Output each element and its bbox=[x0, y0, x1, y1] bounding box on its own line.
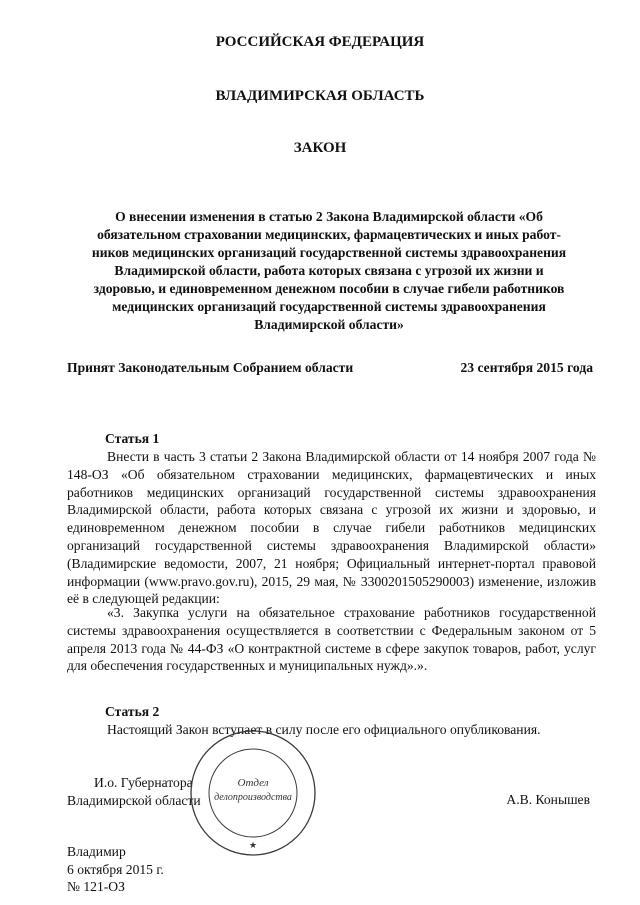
stamp-text-line-2: делопроизводства bbox=[214, 792, 292, 803]
article-1-heading: Статья 1 bbox=[105, 431, 160, 446]
adoption-label: Принят Законодательным Собранием области bbox=[67, 360, 354, 375]
document-type-heading: ЗАКОН bbox=[293, 140, 347, 156]
law-title bbox=[60, 208, 598, 334]
position-line-2: Владимирской области bbox=[67, 793, 201, 808]
article-2-heading: Статья 2 bbox=[105, 704, 160, 719]
title-line: обязательном страховании медицинских, фармацевтических и иных работ- bbox=[97, 227, 561, 242]
signatory-name: А.В. Конышев bbox=[506, 792, 590, 807]
article-1-quote bbox=[67, 604, 596, 675]
article-1-paragraph: Внести в часть 3 статьи 2 Закона Владимирской области от 14 ноября 2007 года № 148-ОЗ «Об обязательном страховании медицинских, фармацевтических и иных работников медицинских организаций государственной системы здравоохранения Владимирской области, работа которых связана с угрозой их жизни и здоровью, и единовременном денежном пособии в случае гибели работников медицинских организаций государственной системы здравоохранения Владимирской области» (Владимирские ведомости, 2007, 21 ноября; Официальный интернет-портал правовой информации (www.pravo.gov.ru), 2015, 29 мая, № 3300201505290003) изменение, изложив её в следующей редакции: bbox=[67, 449, 596, 607]
adoption-date: 23 сентября 2015 года bbox=[460, 360, 593, 375]
footer-city: Владимир bbox=[67, 844, 126, 859]
signatory-position bbox=[67, 774, 201, 810]
title-line: Владимирской области» bbox=[254, 317, 404, 332]
article-1-quote-paragraph: «3. Закупка услуги на обязательное страхование работников государственной системы здравоохранения осуществляется в соответствии с Федеральным законом от 5 апреля 2013 года № 44-ФЗ «О контрактной системе в сфере закупок товаров, работ, услуг для обеспечения государственных и муниципальных нужд».». bbox=[67, 605, 596, 674]
title-line: здоровью, и единовременном денежном пособии в случае гибели работников bbox=[93, 281, 565, 296]
country-heading: РОССИЙСКАЯ ФЕДЕРАЦИЯ bbox=[215, 34, 425, 50]
article-2-paragraph: Настоящий Закон вступает в силу после его официального опубликования. bbox=[107, 722, 541, 737]
article-1-text bbox=[67, 448, 596, 608]
stamp-text-line-1: Отдел bbox=[237, 777, 269, 789]
region-heading: ВЛАДИМИРСКАЯ ОБЛАСТЬ bbox=[215, 88, 425, 104]
footer-number: № 121-ОЗ bbox=[67, 879, 125, 894]
title-line: Владимирской области, работа которых связана с угрозой их жизни и bbox=[114, 263, 544, 278]
title-line: медицинских организаций государственной системы здравоохранения bbox=[112, 299, 546, 314]
footer-date: 6 октября 2015 г. bbox=[67, 861, 164, 877]
title-line: ников медицинских организаций государственной системы здравоохранения bbox=[91, 245, 567, 260]
stamp-star: ★ bbox=[248, 840, 258, 850]
document-footer bbox=[67, 843, 164, 896]
official-stamp bbox=[188, 728, 318, 858]
article-2-text bbox=[67, 721, 596, 739]
adoption-line bbox=[67, 360, 593, 376]
title-line: О внесении изменения в статью 2 Закона Владимирской области «Об bbox=[115, 209, 543, 224]
position-line-1: И.о. Губернатора bbox=[94, 775, 193, 790]
